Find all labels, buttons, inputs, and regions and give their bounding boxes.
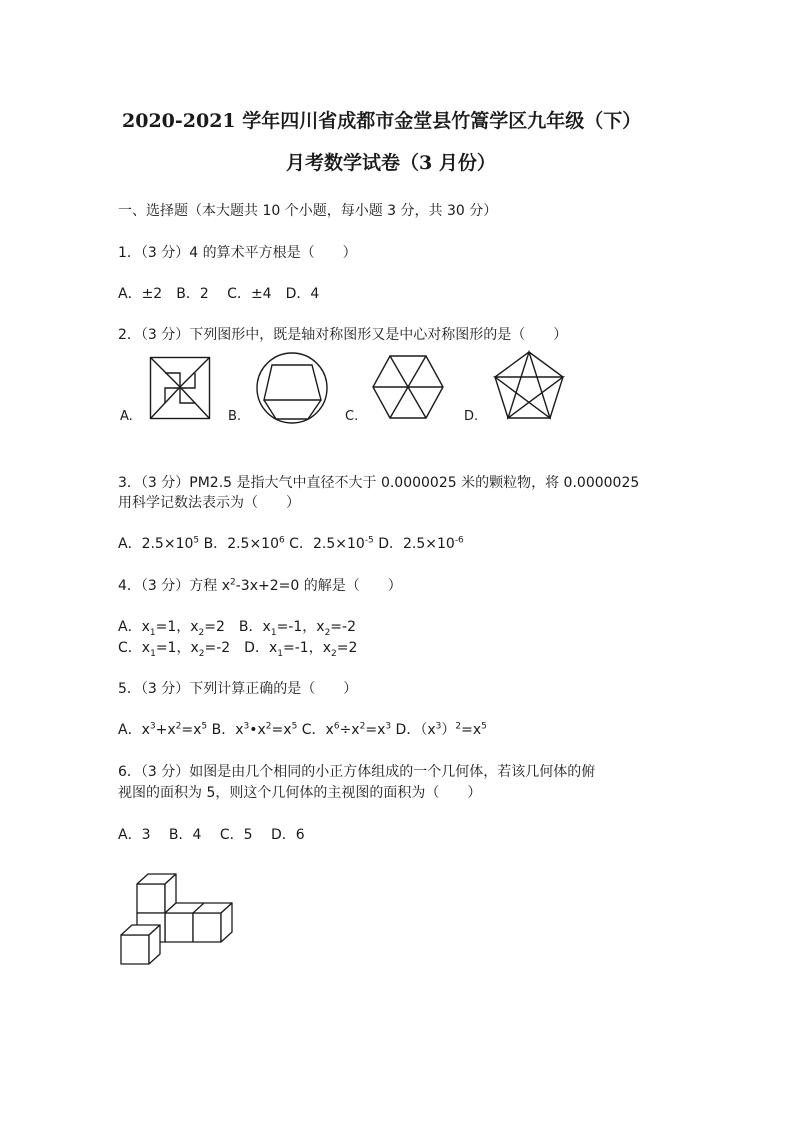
question-5-options: A．$x^3+x^2=x^5$ B．$x^3•x^2=x^5$ C．$x^6\div x^2=x^3$ D．$(x^3)^2=x^5$	[118, 721, 487, 738]
cube-stack-icon	[120, 873, 234, 965]
question-4-options-row1: A．$x_1=1$，$x_2=2$ B．$x_1=-1$，$x_2=-2$	[118, 619, 356, 638]
question-4-options-row2: C．$x_1=1$，$x_2=-2$ D．$x_1=-1$，$x_2=2$	[118, 640, 358, 659]
question-2-stem: 2．（3 分）下列图形中，既是轴对称图形又是中心对称图形的是（ ）	[118, 327, 568, 343]
question-6-stem-line2: 视图的面积为 5，则这个几何体的主视图的面积为（ ）	[118, 785, 482, 801]
circle-inscribed-trapezoid-icon	[256, 352, 328, 424]
question-6-options: A．3 B．4 C．5 D．6	[118, 827, 305, 843]
question-3-stem-line2: 用科学记数法表示为（ ）	[118, 495, 300, 511]
exam-title-line2: 月考数学试卷（3 月份）	[286, 152, 496, 174]
option-c-label: C.	[345, 409, 359, 424]
option-a-label: A.	[120, 409, 133, 424]
question-4-stem: 4．（3 分）方程 $x^2-3x+2=0$ 的解是（ ）	[118, 577, 402, 594]
question-1-options: A．±2 B．2 C．±4 D．4	[118, 286, 320, 302]
question-3-stem-line1: 3．（3 分）PM2.5 是指大气中直径不大于 0.0000025 米的颗粒物，将 0.0000025	[118, 475, 640, 491]
square-pinwheel-icon	[150, 357, 210, 419]
question-1-stem: 1．（3 分）4 的算术平方根是（ ）	[118, 245, 357, 261]
question-6-stem-line1: 6．（3 分）如图是由几个相同的小正方体组成的一个几何体，若该几何体的俯	[118, 764, 596, 780]
option-b-label: B.	[228, 409, 242, 424]
question-5-stem: 5．（3 分）下列计算正确的是（ ）	[118, 681, 358, 697]
hexagon-with-diagonals-icon	[372, 355, 444, 419]
question-3-options: A．$2.5\times 10^5$ B．$2.5\times 10^6$ C．$2.5\times 10^{-5}$ D．$2.5\times 10^{-6}$	[118, 535, 464, 552]
exam-title-line1: 2020-2021 学年四川省成都市金堂县竹篙学区九年级（下）	[122, 110, 642, 132]
option-d-label: D.	[464, 409, 479, 424]
pentagon-with-star-icon	[494, 351, 564, 419]
section-heading: 一、选择题（本大题共 10 个小题，每小题 3 分，共 30 分）	[118, 203, 498, 219]
